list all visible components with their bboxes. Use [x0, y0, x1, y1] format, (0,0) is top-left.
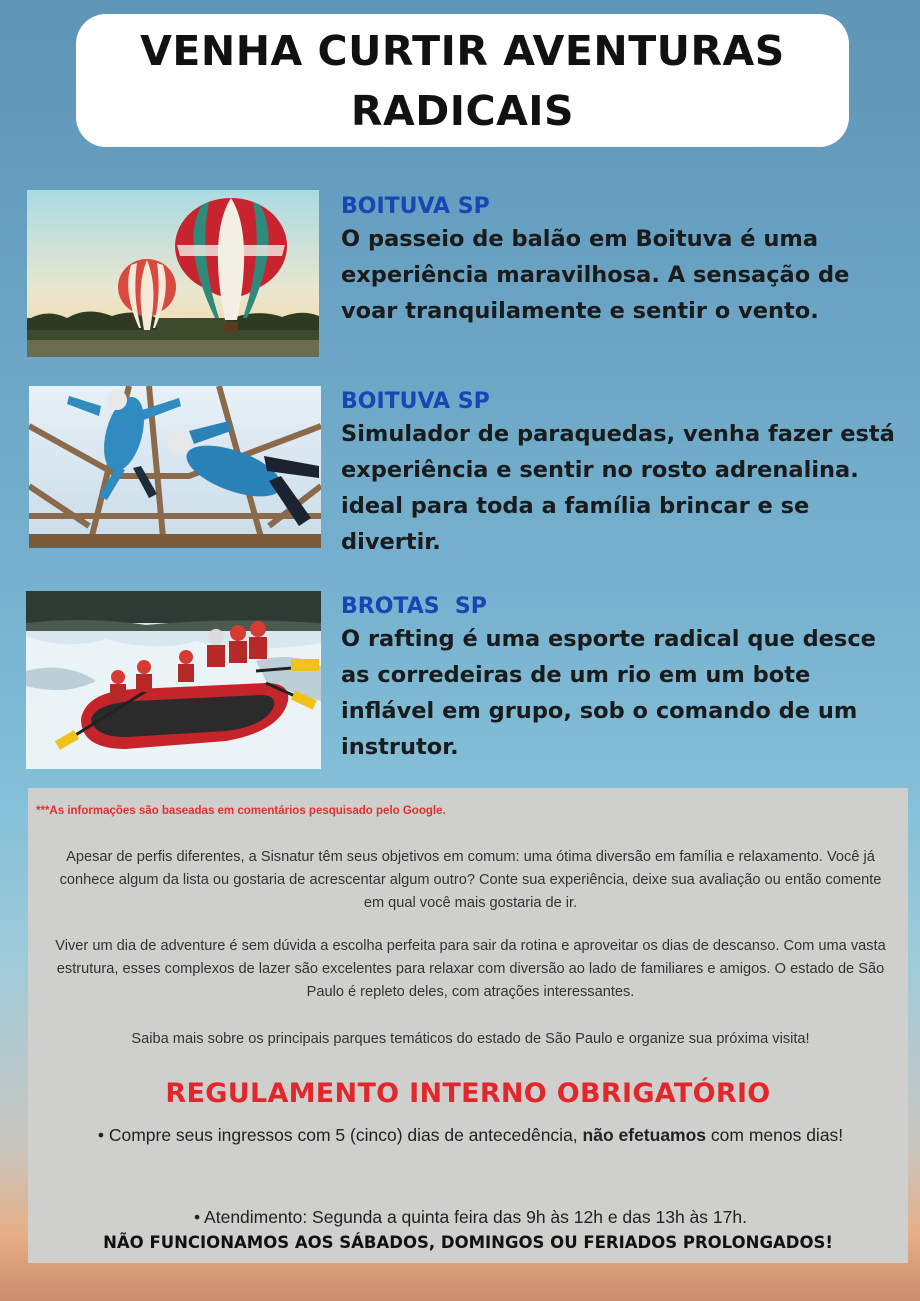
hot-air-balloons-photo	[27, 190, 319, 357]
rule-opening-hours: • Atendimento: Segunda a quinta feira das 9h às 12h e das 13h às 17h.	[194, 1207, 747, 1227]
activity-description: O rafting é uma esporte radical que desce as corredeiras de um rio em um bote inflável em grupo, sob o comando de um instrutor.	[341, 626, 876, 760]
regulation-title: REGULAMENTO INTERNO OBRIGATÓRIO	[165, 1078, 771, 1109]
title-banner	[76, 14, 849, 147]
page-title: VENHA CURTIR AVENTURAS RADICAIS	[140, 26, 785, 135]
skydiving-simulator-photo	[29, 386, 321, 548]
activity-location: BOITUVA SP	[341, 194, 490, 219]
info-panel	[28, 788, 908, 1263]
rule-text: com menos dias!	[706, 1125, 844, 1145]
rule-advance-booking	[48, 1121, 893, 1150]
source-note: ***As informações são baseadas em comentários pesquisado pelo Google.	[36, 805, 446, 817]
info-paragraph: Saiba mais sobre os principais parques temáticos do estado de São Paulo e organize sua próxima visita!	[131, 1031, 810, 1047]
rule-emphasis: não efetuamos	[582, 1125, 707, 1145]
rule-text: • Compre seus ingressos com 5 (cinco) dias de antecedência,	[97, 1125, 583, 1145]
activity-description: O passeio de balão em Boituva é uma experiência maravilhosa. A sensação de voar tranquilamente e sentir o vento.	[341, 226, 850, 324]
activity-3	[341, 593, 901, 765]
info-paragraph: Viver um dia de adventure é sem dúvida a escolha perfeita para sair da rotina e aproveitar os dias de descanso. Com uma vasta estrutura, esses complexos de lazer são excelentes para relaxar com diversão ao lado de familiares e amigos. O estado de São Paulo é repleto deles, com atrações interessantes.	[55, 938, 886, 1000]
rafting-photo	[26, 591, 321, 769]
activity-description: Simulador de paraquedas, venha fazer está experiência e sentir no rosto adrenalina. ideal para toda a família brincar e se divertir.	[341, 421, 895, 555]
info-paragraph: Apesar de perfis diferentes, a Sisnatur têm seus objetivos em comum: uma ótima diversão em família e relaxamento. Você já conhece algum da lista ou gostaria de acrescentar algum outro? Conte sua experiência, deixe sua avaliação ou então comente em qual você mais gostaria de ir.	[59, 849, 882, 911]
activity-location: BOITUVA SP	[341, 389, 490, 414]
activity-location: BROTAS SP	[341, 594, 487, 619]
activity-2	[341, 388, 901, 560]
closed-days-notice: NÃO FUNCIONAMOS AOS SÁBADOS, DOMINGOS OU FERIADOS PROLONGADOS!	[103, 1233, 833, 1252]
activity-1	[341, 193, 901, 329]
